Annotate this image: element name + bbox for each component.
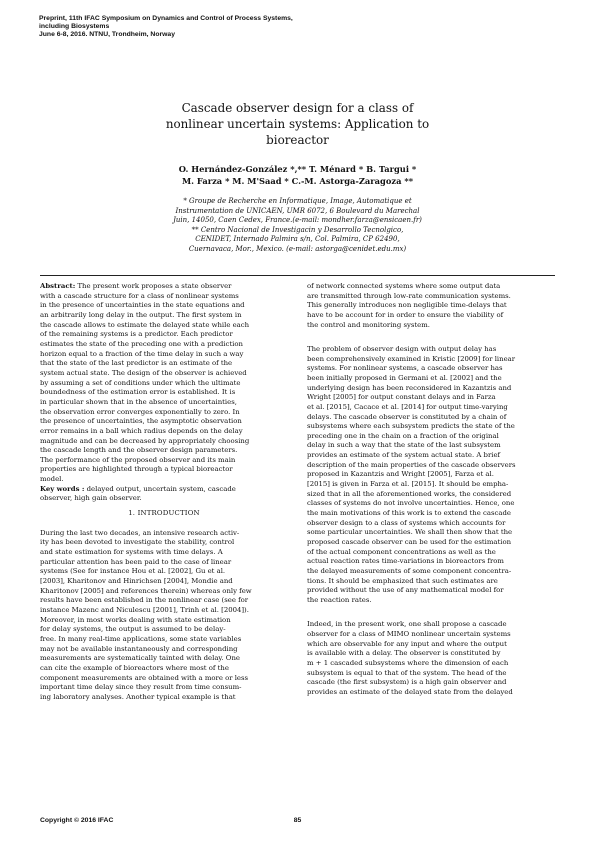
text-line: underlying design has been reconsidered in Kazantzis and bbox=[307, 383, 512, 392]
text-line: can cite the example of bioreactors where most of the bbox=[40, 663, 229, 672]
text-line: O. Hernández-González *,** T. Ménard * B. Targui * bbox=[178, 164, 417, 174]
text-line: subsystem is equal to that of the system. The head of the bbox=[307, 668, 507, 677]
text-line: description of the main properties of the cascade observers bbox=[307, 460, 516, 469]
text-line: systems. For nonlinear systems, a cascade observer has bbox=[307, 364, 503, 373]
text-line: observer for a class of MIMO nonlinear uncertain systems bbox=[307, 629, 511, 638]
text-line: M. Farza * M. M'Saad * C.-M. Astorga-Zaragoza ** bbox=[181, 175, 414, 186]
paper-title bbox=[100, 100, 495, 148]
keywords-first-line: Key words : delayed output, uncertain system, cascade bbox=[40, 484, 236, 493]
text-line: m + 1 cascaded subsystems where the dimension of each bbox=[307, 658, 509, 667]
text-line: the observation error converges exponentially to zero. In bbox=[40, 407, 240, 416]
text-line: Kharitonov [2005] and references therein) whereas only few bbox=[40, 586, 252, 595]
text-line: Moreover, in most works dealing with state estimation bbox=[40, 615, 231, 624]
text-line: observer design to a class of systems which accounts for bbox=[307, 518, 506, 527]
text-line: provided without the use of any mathematical model for bbox=[307, 586, 504, 595]
text-line: CENIDET, Internado Palmira s/n, Col. Palmira, CP 62490, bbox=[195, 235, 400, 244]
abstract-body bbox=[40, 292, 288, 485]
text-line: magnitude and can be decreased by appropriately choosing bbox=[40, 436, 250, 445]
text-line: systems (See for instance Hou et al. [2002], Gu et al. bbox=[40, 567, 226, 576]
text-line: The problem of observer design with output delay has bbox=[307, 344, 497, 353]
text-line: delay in such a way that the state of the last subsystem bbox=[307, 441, 501, 450]
paragraph-observer-design bbox=[307, 345, 556, 606]
text-line: provides an estimate of the delayed state from the delayed bbox=[307, 687, 513, 696]
text-line: may not be available instantaneously and corresponding bbox=[40, 644, 238, 653]
text-line: * Groupe de Recherche en Informatique, Image, Automatique et bbox=[183, 197, 412, 205]
text-line: results have been established in the nonlinear case (see for bbox=[40, 596, 249, 605]
text-line: Cascade observer design for a class of bbox=[181, 101, 414, 115]
text-line: is available with a delay. The observer is constituted by bbox=[307, 649, 501, 658]
left-column bbox=[40, 282, 288, 703]
author-list bbox=[100, 164, 495, 187]
text-line: the reaction rates. bbox=[307, 595, 372, 604]
text-line: horizon equal to a fraction of the time delay in such a way bbox=[40, 349, 244, 358]
text-line: [2003], Kharitonov and Hinrichsen [2004], Mondie and bbox=[40, 577, 233, 586]
text-line: boundedness of the estimation error is established. It is bbox=[40, 388, 236, 397]
keywords-body bbox=[40, 494, 288, 504]
text-line: the presence of uncertainties, the asymptotic observation bbox=[40, 417, 242, 426]
text-line: the cascade allows to estimate the delayed state while each bbox=[40, 320, 250, 329]
copyright-notice: Copyright © 2016 IFAC bbox=[40, 817, 114, 824]
text-line: measurements are systematically tainted with delay. One bbox=[40, 654, 240, 663]
text-line: the delayed measurements of some component concentra- bbox=[307, 567, 512, 576]
text-line: provides an estimate of the system actual state. A brief bbox=[307, 451, 501, 460]
text-line: been initially proposed in Germani et al. [2002] and the bbox=[307, 373, 502, 382]
text-line: Preprint, 11th IFAC Symposium on Dynamics and Control of Process Systems, bbox=[39, 15, 293, 22]
text-line: During the last two decades, an intensive research activ- bbox=[40, 528, 240, 537]
section-heading-introduction: 1. INTRODUCTION bbox=[128, 509, 200, 518]
text-line: important time delay since they result from time consum- bbox=[40, 683, 242, 692]
text-line: the main motivations of this work is to extend the cascade bbox=[307, 509, 511, 518]
text-line: are transmitted through low-rate communication systems. bbox=[307, 291, 511, 300]
text-line: free. In many real-time applications, some state variables bbox=[40, 634, 242, 643]
text-line: system actual state. The design of the observer is achieved bbox=[40, 368, 247, 377]
text-line: cascade (the first subsystem) is a high gain observer and bbox=[307, 678, 507, 687]
text-line: error remains in a ball which radius depends on the delay bbox=[40, 426, 243, 435]
text-line: Indeed, in the present work, one shall propose a cascade bbox=[307, 620, 507, 629]
text-line: Wright [2005] for output constant delays and in Farza bbox=[307, 393, 496, 402]
text-line: properties are highlighted through a typical bioreactor bbox=[40, 465, 233, 474]
text-line: estimates the state of the preceding one with a prediction bbox=[40, 339, 243, 348]
text-line: been comprehensively examined in Kristic [2009] for linear bbox=[307, 354, 516, 363]
text-line: some particular uncertainties. We shall then show that the bbox=[307, 528, 513, 537]
text-line: particular attention has been paid to the case of linear bbox=[40, 557, 232, 566]
abstract-label: Abstract: bbox=[40, 282, 76, 290]
text-line: of the actual component concentrations as well as the bbox=[307, 547, 496, 556]
introduction-paragraph bbox=[40, 529, 288, 703]
text-line: ** Centro Nacional de Investigacin y Desarrollo Tecnolgico, bbox=[191, 225, 404, 234]
text-line: by assuming a set of conditions under which the ultimate bbox=[40, 378, 241, 387]
text-line: of network connected systems where some output data bbox=[307, 282, 501, 290]
abstract-first-line: Abstract: The present work proposes a state observer bbox=[40, 282, 232, 290]
text-line: June 6-8, 2016. NTNU, Trondheim, Norway bbox=[39, 31, 175, 39]
text-line: for delay systems, the output is assumed to be delay- bbox=[40, 625, 226, 634]
text-line: [2015] is given in Farza et al. [2015]. It should be empha- bbox=[307, 480, 509, 489]
text-line: classes of systems do not involve uncertainties. Hence, one bbox=[307, 499, 515, 508]
text-line: including Biosystems bbox=[39, 23, 110, 31]
page-number: 85 bbox=[293, 817, 302, 824]
text-line: ing laboratory analyses. Another typical example is that bbox=[40, 692, 236, 701]
text-line: tions. It should be emphasized that such estimates are bbox=[307, 576, 498, 585]
text-line: Cuernavaca, Mor., Mexico. (e-mail: astorga@cenidet.edu.mx) bbox=[188, 244, 407, 253]
text-line: have to be account for in order to ensure the viability of bbox=[307, 310, 504, 319]
text-line: that the state of the last predictor is an estimate of the bbox=[40, 359, 233, 368]
text-line: Instrumentation de UNICAEN, UMR 6072, 6 Boulevard du Marechal bbox=[175, 206, 420, 215]
text-line: model. bbox=[40, 475, 64, 484]
affiliations bbox=[110, 197, 485, 255]
text-line: the cascade length and the observer design parameters. bbox=[40, 446, 238, 455]
paragraph-network-systems bbox=[307, 282, 556, 330]
text-line: proposed in Kazantzis and Wright [2005], Farza et al. bbox=[307, 470, 494, 479]
text-line: in particular shown that in the absence of uncertainties, bbox=[40, 397, 237, 406]
text-line: delays. The cascade observer is constituted by a chain of bbox=[307, 412, 507, 421]
text-line: an arbitrarily long delay in the output. The first system in bbox=[40, 310, 242, 319]
text-line: The performance of the proposed observer and its main bbox=[40, 455, 236, 464]
paragraph-present-work bbox=[307, 620, 556, 697]
text-line: actual reaction rates time-variations in bioreactors from bbox=[307, 557, 504, 566]
text-line: subsystems where each subsystem predicts the state of the bbox=[307, 422, 515, 431]
text-line: Juin, 14050, Caen Cedex, France.(e-mail: mondher.farza@ensicaen.fr) bbox=[173, 216, 422, 225]
text-line: sized that in all the aforementioned works, the considered bbox=[307, 489, 512, 498]
text-line: and state estimation for systems with time delays. A bbox=[40, 548, 223, 557]
conference-header bbox=[39, 15, 399, 40]
text-line: component measurements are obtained with a more or less bbox=[40, 673, 249, 682]
text-line: bioreactor bbox=[266, 133, 329, 147]
text-line: with a cascade structure for a class of nonlinear systems bbox=[40, 291, 239, 300]
text-line: which are observable for any input and where the output bbox=[307, 639, 507, 648]
text-line: of the remaining systems is a predictor. Each predictor bbox=[40, 330, 233, 339]
text-line: instance Mazenc and Niculescu [2001], Trinh et al. [2004]). bbox=[40, 606, 249, 614]
text-line: ity has been devoted to investigate the stability, control bbox=[40, 538, 235, 547]
keywords-label: Key words : bbox=[40, 484, 85, 493]
text-line: This generally introduces non negligible time-delays that bbox=[307, 301, 507, 310]
text-line: observer, high gain observer. bbox=[40, 494, 142, 503]
text-line: the control and monitoring system. bbox=[307, 320, 430, 329]
text-line: in the presence of uncertainties in the state equations and bbox=[40, 301, 245, 310]
header-divider bbox=[40, 275, 555, 276]
text-line: proposed cascade observer can be used for the estimation bbox=[307, 538, 512, 547]
right-column bbox=[307, 282, 556, 698]
text-line: preceding one in the chain on a fraction of the original bbox=[307, 431, 499, 440]
text-line: et al. [2015], Cacace et al. [2014] for output time-varying bbox=[307, 402, 508, 411]
text-line: nonlinear uncertain systems: Application to bbox=[165, 117, 430, 131]
